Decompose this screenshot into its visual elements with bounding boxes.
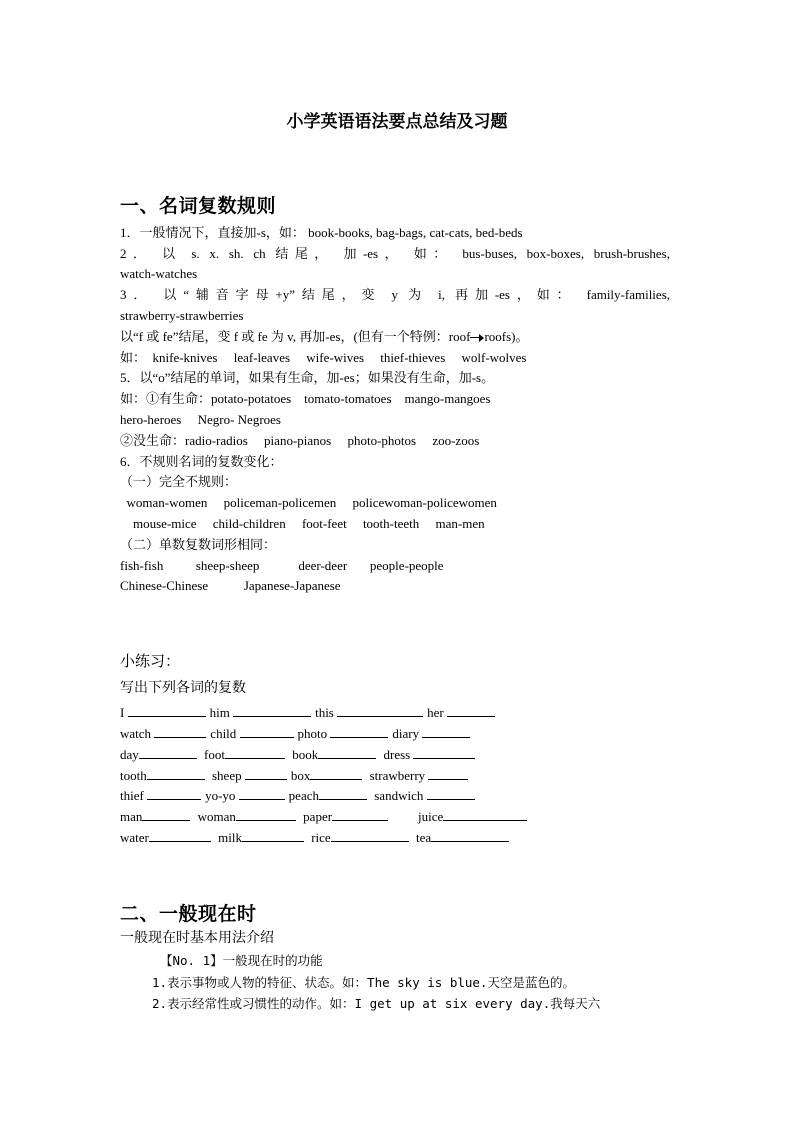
- answer-blank[interactable]: [142, 808, 190, 821]
- exercise-word: this: [315, 705, 338, 720]
- answer-blank[interactable]: [225, 746, 285, 759]
- answer-blank[interactable]: [447, 704, 495, 717]
- exercise-word: thief: [120, 788, 148, 803]
- answer-blank[interactable]: [330, 725, 388, 738]
- exercise-word: peach: [288, 788, 319, 803]
- exercise-word: tea: [412, 830, 432, 845]
- exercise-word: woman: [194, 809, 236, 824]
- answer-blank[interactable]: [128, 704, 206, 717]
- exercise-row: [120, 704, 495, 721]
- rule-5-animate: 如：①有生命：potato-potatoes tomato-tomatoes mango-mangoes: [120, 391, 491, 406]
- exercise-word: man: [120, 809, 143, 824]
- exercise-row: [120, 808, 527, 825]
- exercise-word: rice: [307, 830, 331, 845]
- answer-blank[interactable]: [413, 746, 475, 759]
- exercise-word: book: [288, 747, 319, 762]
- answer-blank[interactable]: [245, 767, 287, 780]
- rule-6-irregular-examples-2: mouse-mice child-children foot-feet tooth-teeth man-men: [120, 516, 485, 531]
- document-title: 小学英语语法要点总结及习题: [286, 112, 508, 132]
- answer-blank[interactable]: [154, 725, 206, 738]
- simple-present-intro: 一般现在时基本用法介绍: [120, 930, 274, 946]
- exercise-word: diary: [392, 726, 423, 741]
- exercise-word: him: [209, 705, 234, 720]
- exercise-word: I: [120, 705, 128, 720]
- rule-1: 1．一般情况下，直接加-s，如： book-books, bag-bags, cat-cats, bed-beds: [120, 225, 523, 240]
- exercise-row: [120, 746, 475, 763]
- exercise-word: paper: [299, 809, 333, 824]
- exercise-word: watch: [120, 726, 155, 741]
- answer-blank[interactable]: [332, 808, 388, 821]
- rule-6-same-form-examples-1: fish-fish sheep-sheep deer-deer people-people: [120, 558, 444, 573]
- answer-blank[interactable]: [431, 829, 509, 842]
- exercise-word: sheep: [208, 768, 245, 783]
- answer-blank[interactable]: [242, 829, 304, 842]
- rule-2-line-2: watch-watches: [120, 266, 198, 281]
- exercise-row: [120, 787, 475, 804]
- rule-6-irregular: （一）完全不规则：: [120, 474, 238, 489]
- rule-4-line-1: [120, 329, 529, 345]
- exercise-row: [120, 725, 470, 742]
- answer-blank[interactable]: [147, 767, 205, 780]
- answer-blank[interactable]: [139, 746, 197, 759]
- rule-5: 5．以“o”结尾的单词，如果有生命，加-es；如果没有生命，加-s。: [120, 370, 495, 385]
- exercise-row: [120, 767, 468, 784]
- exercise-word: milk: [214, 830, 242, 845]
- section-heading-plural-rules: 一、名词复数规则: [120, 195, 277, 217]
- answer-blank[interactable]: [427, 787, 475, 800]
- exercise-word: water: [120, 830, 149, 845]
- exercise-word: sandwich: [370, 788, 427, 803]
- rule-2-line-1: 2． 以 s. x. sh. ch 结尾， 加-es， 如： bus-buses, box-boxes, brush-brushes,: [120, 246, 670, 261]
- exercise-word: foot: [200, 747, 225, 762]
- practice-heading: 小练习：: [120, 652, 181, 670]
- rule-6-irregular-examples-1: woman-women policeman-policemen policewoman-policewomen: [120, 495, 497, 510]
- exercise-word: day: [120, 747, 139, 762]
- exercise-row: [120, 829, 509, 846]
- answer-blank[interactable]: [422, 725, 470, 738]
- exercise-word: box: [290, 768, 311, 783]
- exercise-word: tooth: [120, 768, 147, 783]
- answer-blank[interactable]: [331, 829, 409, 842]
- answer-blank[interactable]: [310, 767, 362, 780]
- rule-5-animate-cont: hero-heroes Negro- Negroes: [120, 412, 281, 427]
- no1-heading: 【No. 1】一般现在时的功能: [160, 953, 323, 968]
- answer-blank[interactable]: [236, 808, 296, 821]
- exercise-word: juice: [392, 809, 444, 824]
- rule-3-line-1: 3． 以“辅音字母+y”结尾，变 y 为 i, 再加-es，如： family-families,: [120, 287, 670, 302]
- answer-blank[interactable]: [239, 787, 285, 800]
- rule-3-line-2: strawberry-strawberries: [120, 308, 244, 323]
- rule-6-same-form: （二）单数复数词形相同：: [120, 537, 277, 552]
- exercise-word: her: [427, 705, 447, 720]
- exercise-word: yo-yo: [205, 788, 239, 803]
- exercise-word: dress: [380, 747, 414, 762]
- answer-blank[interactable]: [147, 787, 201, 800]
- rule-4-text: 以“f 或 fe”结尾，变 f 或 fe 为 v, 再加-es，(但有一个特例：roof: [120, 329, 471, 344]
- exercise-word: strawberry: [366, 768, 429, 783]
- practice-instruction: 写出下列各词的复数: [120, 680, 246, 696]
- rule-6: 6．不规则名词的复数变化：: [120, 454, 283, 469]
- simple-present-item-1: 1.表示事物或人物的特征、状态。如：The sky is blue.天空是蓝色的。: [152, 975, 575, 990]
- simple-present-item-2: 2.表示经常性或习惯性的动作。如：I get up at six every day.我每天六: [152, 996, 601, 1011]
- answer-blank[interactable]: [240, 725, 294, 738]
- answer-blank[interactable]: [428, 767, 468, 780]
- section-heading-simple-present: 二、一般现在时: [120, 903, 257, 925]
- exercise-word: photo: [297, 726, 331, 741]
- answer-blank[interactable]: [318, 746, 376, 759]
- rule-6-same-form-examples-2: Chinese-Chinese Japanese-Japanese: [120, 578, 341, 593]
- answer-blank[interactable]: [149, 829, 211, 842]
- rule-4-text-end: roofs)。: [484, 329, 529, 344]
- answer-blank[interactable]: [233, 704, 311, 717]
- rule-5-inanimate: ②没生命：radio-radios piano-pianos photo-photos zoo-zoos: [120, 433, 480, 448]
- answer-blank[interactable]: [337, 704, 423, 717]
- right-arrow-icon: [470, 334, 484, 342]
- rule-4-examples: 如： knife-knives leaf-leaves wife-wives thief-thieves wolf-wolves: [120, 350, 527, 365]
- answer-blank[interactable]: [443, 808, 527, 821]
- answer-blank[interactable]: [319, 787, 367, 800]
- exercise-word: child: [210, 726, 240, 741]
